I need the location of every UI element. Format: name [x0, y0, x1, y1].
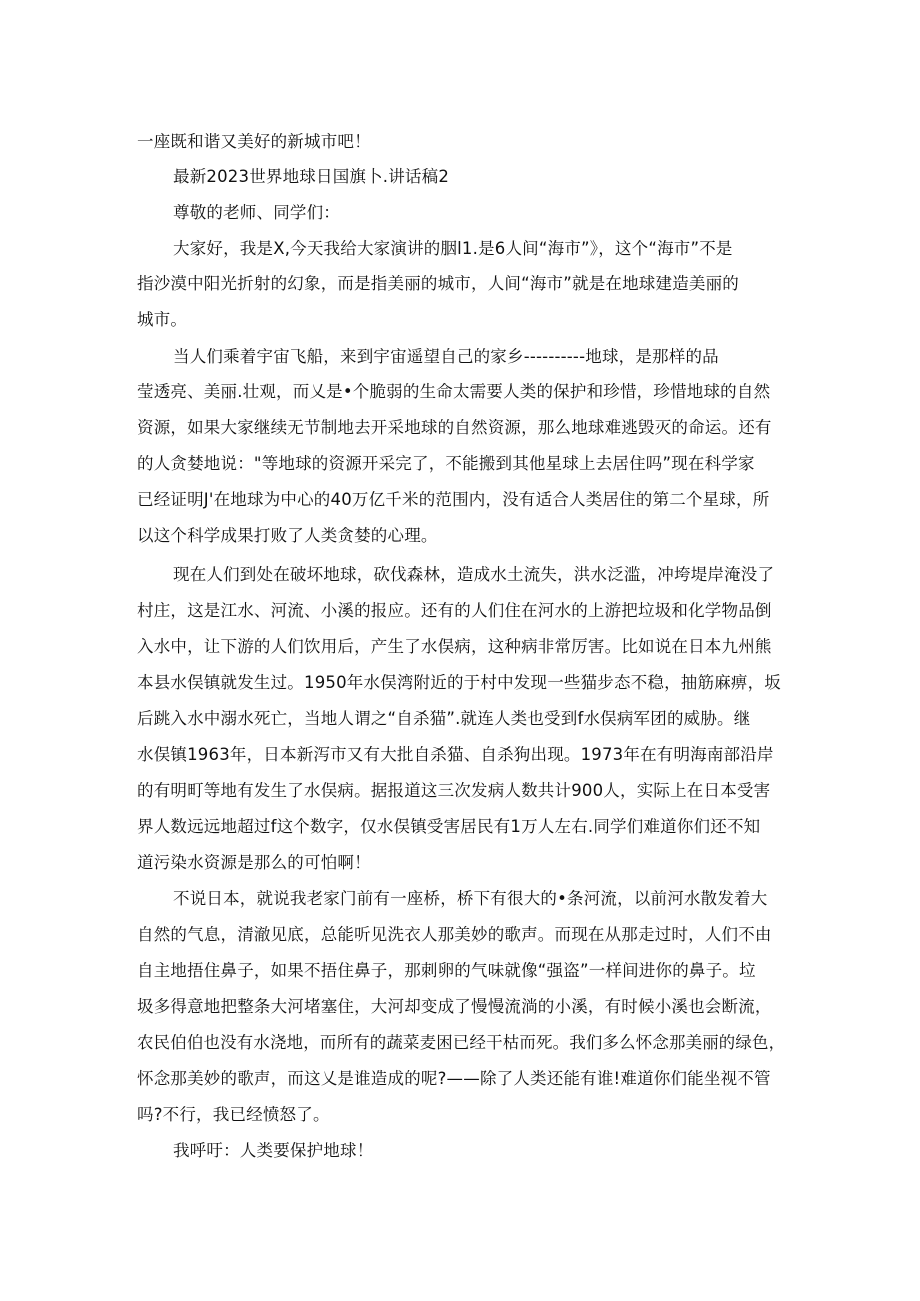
paragraph-line: 后跳入水中溺水死亡，当地人谓之“自杀猫”.就连人类也受到f水俣病军团的威胁。继	[137, 709, 751, 728]
paragraph-line: 已经证明J'在地球为中心的40万亿千米的范围内，没有适合人类居住的第二个星球，所	[137, 490, 770, 509]
salutation: 尊敬的老师、同学们：	[173, 203, 340, 222]
paragraph-line: 道污染水资源是那么的可怕啊！	[137, 853, 371, 872]
paragraph-line: 界人数远远地超过f这个数字，仅水俣镇受害居民有1万人左右.同学们难道你们还不知	[137, 817, 761, 836]
closing-appeal: 我呼吁：人类要保护地球！	[173, 1141, 374, 1160]
paragraph-line: 的有明町等地有发生了水俣病。据报道这三次发病人数共计900人，实际上在日本受害	[137, 781, 771, 800]
paragraph-line: 城市。	[137, 310, 188, 329]
paragraph-line: 莹透亮、美丽.壮观，而乂是•个脆弱的生命太需要人类的保护和珍惜，珍惜地球的自然	[137, 382, 771, 401]
paragraph-line: 以这个科学成果打败了人类贪婪的心理。	[137, 526, 438, 545]
paragraph-line: 水俣镇1963年，日本新泻市又有大批自杀猫、自杀狗出现。1973年在有明海南部沿岸	[137, 745, 774, 764]
paragraph-line: 指沙漠中阳光折射的幻象，而是指美丽的城市，人间“海市”就是在地球建造美丽的	[137, 274, 739, 293]
paragraph-line: 资源，如果大家继续无节制地去开采地球的自然资源，那么地球难逃毁灭的命运。还有	[137, 418, 772, 437]
paragraph-line: 当人们乘着宇宙飞船，来到宇宙遥望自己的家乡----------地球，是那样的品	[173, 347, 719, 366]
paragraph-line: 吗?不行，我已经愤怒了。	[137, 1105, 330, 1124]
paragraph-line: 大家好，我是X,今天我给大家演讲的胭l1.是6人间“海市”》，这个“海市”不是	[173, 239, 733, 258]
speech-title: 最新2023世界地球日国旗卜.讲话稿2	[173, 167, 450, 186]
paragraph-line: 的人贪婪地说："等地球的资源开采完了，不能搬到其他星球上去居住吗”现在科学家	[137, 454, 755, 473]
paragraph-line: 本县水俣镇就发生过。1950年水俣湾附近的于村中发现一些猫步态不稳，抽筋麻痹，坂	[137, 673, 781, 692]
paragraph-line: 怀念那美妙的歌声，而这乂是谁造成的呢?——除了人类还能有谁!难道你们能坐视不管	[137, 1069, 771, 1088]
paragraph-line: 圾多得意地把整条大河堵塞住，大河却变成了慢慢流淌的小溪，有时候小溪也会断流，	[137, 997, 772, 1016]
closing-line: 一座既和谐又美好的新城市吧！	[137, 132, 371, 151]
paragraph-line: 现在人们到处在破坏地球，砍伐森林，造成水土流失，洪水泛滥，冲垮堤岸淹没了	[173, 565, 775, 584]
paragraph-line: 不说日本，就说我老家门前有一座桥，桥下有很大的•条河流，以前河水散发着大	[173, 889, 768, 908]
paragraph-line: 自然的气息，清澈见底，总能听见洗衣人那美妙的歌声。而现在从那走过时，人们不由	[137, 925, 772, 944]
paragraph-line: 入水中，让下游的人们饮用后，产生了水俣病，这种病非常厉害。比如说在日本九州熊	[137, 637, 772, 656]
paragraph-line: 村庄，这是江水、河流、小溪的报应。还有的人们住在河水的上游把垃圾和化学物品倒	[137, 601, 772, 620]
paragraph-line: 农民伯伯也没有水浇地，而所有的蔬菜麦困已经干枯而死。我们多么怀念那美丽的绿色，	[137, 1033, 786, 1052]
paragraph-line: 自主地捂住鼻子，如果不捂住鼻子，那刺卵的气味就像“强盗”一样间进你的鼻子。垃	[137, 961, 756, 980]
